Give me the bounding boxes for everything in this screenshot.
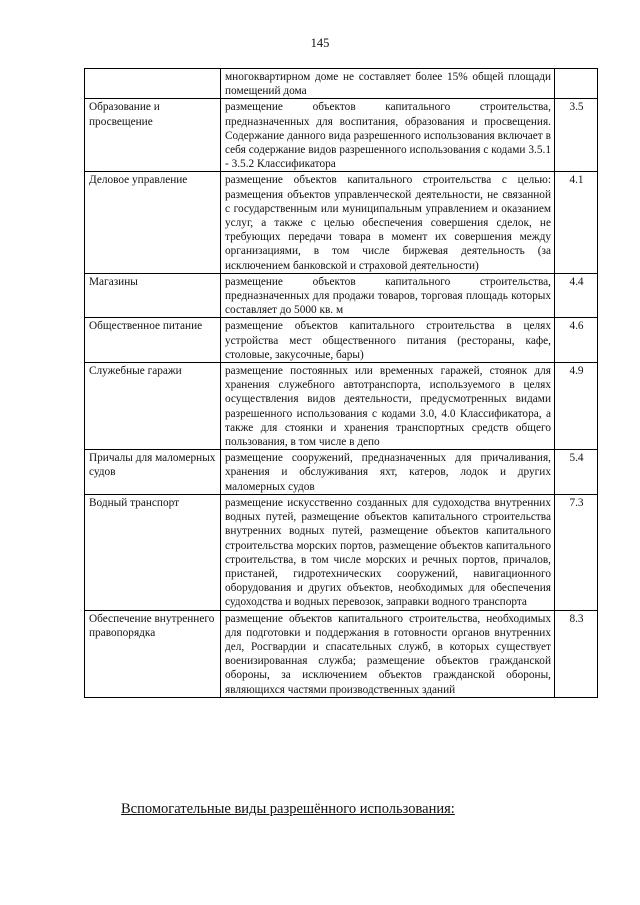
use-name-cell: Деловое управление bbox=[85, 172, 221, 273]
use-code-cell: 8.3 bbox=[555, 610, 598, 697]
use-description-cell: размещение сооружений, предназначенных для причаливания, хранения и обслуживания яхт, катеров, лодок и других маломерных судов bbox=[221, 450, 555, 495]
table-row bbox=[85, 610, 598, 697]
table-row bbox=[85, 318, 598, 363]
land-use-table bbox=[84, 68, 598, 698]
use-description-cell: размещение объектов капитального строительства, необходимых для подготовки и поддержания в готовности органов внутренних дел, Росгвардии и спасательных служб, в которых существует военизированная служба; размещение объектов гражданской обороны, за исключением объектов гражданской обороны, являющихся частями производственных зданий bbox=[221, 610, 555, 697]
use-description-cell: размещение постоянных или временных гаражей, стоянок для хранения служебного автотранспорта, используемого в целях осуществления видов деятельности, предусмотренных видами разрешенного использования с кодами 3.0, 4.0 Классификатора, а также для стоянки и хранения транспортных средств общего пользования, в том числе в депо bbox=[221, 363, 555, 450]
use-code-cell: 4.1 bbox=[555, 172, 598, 273]
use-description-cell: размещение объектов капитального строительства, предназначенных для продажи товаров, торговая площадь которых составляет до 5000 кв. м bbox=[221, 273, 555, 318]
use-code-cell: 3.5 bbox=[555, 99, 598, 172]
use-code-cell: 7.3 bbox=[555, 494, 598, 610]
use-name-cell: Образование и просвещение bbox=[85, 99, 221, 172]
table-row bbox=[85, 273, 598, 318]
auxiliary-uses-heading: Вспомогательные виды разрешённого использования: bbox=[121, 801, 455, 817]
use-name-cell: Магазины bbox=[85, 273, 221, 318]
page-number: 145 bbox=[310, 36, 330, 50]
use-description-cell: размещение объектов капитального строительства, предназначенных для воспитания, образования и просвещения. Содержание данного вида разрешенного использования включает в себя содержание видов разрешенного использования с кодами 3.5.1 - 3.5.2 Классификатора bbox=[221, 99, 555, 172]
use-name-cell: Служебные гаражи bbox=[85, 363, 221, 450]
table-row bbox=[85, 450, 598, 495]
use-description-cell: размещение искусственно созданных для судоходства внутренних водных путей, размещение объектов капитального строительства внутренних водных путей, размещение объектов капитального строительства морских портов, размещение объектов капитального строительства, в том числе морских и речных портов, причалов, пристаней, гидротехнических сооружений, навигационного оборудования и других объектов, необходимых для обеспечения судоходства и водных перевозок, заправки водного транспорта bbox=[221, 494, 555, 610]
table-row bbox=[85, 69, 598, 99]
use-code-cell bbox=[555, 69, 598, 99]
use-description-cell: размещение объектов капитального строительства с целью: размещения объектов управленческой деятельности, не связанной с государственным или муниципальным управлением и оказанием услуг, а также с целью обеспечения совершения сделок, не требующих передачи товара в момент их совершения между организациями, в том числе биржевая деятельность (за исключением банковской и страховой деятельности) bbox=[221, 172, 555, 273]
use-code-cell: 4.4 bbox=[555, 273, 598, 318]
use-code-cell: 5.4 bbox=[555, 450, 598, 495]
table-row bbox=[85, 172, 598, 273]
use-code-cell: 4.9 bbox=[555, 363, 598, 450]
use-name-cell: Причалы для маломерных судов bbox=[85, 450, 221, 495]
use-name-cell: Водный транспорт bbox=[85, 494, 221, 610]
use-description-cell: размещение объектов капитального строительства в целях устройства мест общественного питания (рестораны, кафе, столовые, закусочные, бары) bbox=[221, 318, 555, 363]
use-name-cell: Обеспечение внутреннего правопорядка bbox=[85, 610, 221, 697]
use-name-cell: Общественное питание bbox=[85, 318, 221, 363]
use-description-cell: многоквартирном доме не составляет более 15% общей площади помещений дома bbox=[221, 69, 555, 99]
use-code-cell: 4.6 bbox=[555, 318, 598, 363]
table-row bbox=[85, 99, 598, 172]
table-row bbox=[85, 494, 598, 610]
table-row bbox=[85, 363, 598, 450]
use-name-cell bbox=[85, 69, 221, 99]
